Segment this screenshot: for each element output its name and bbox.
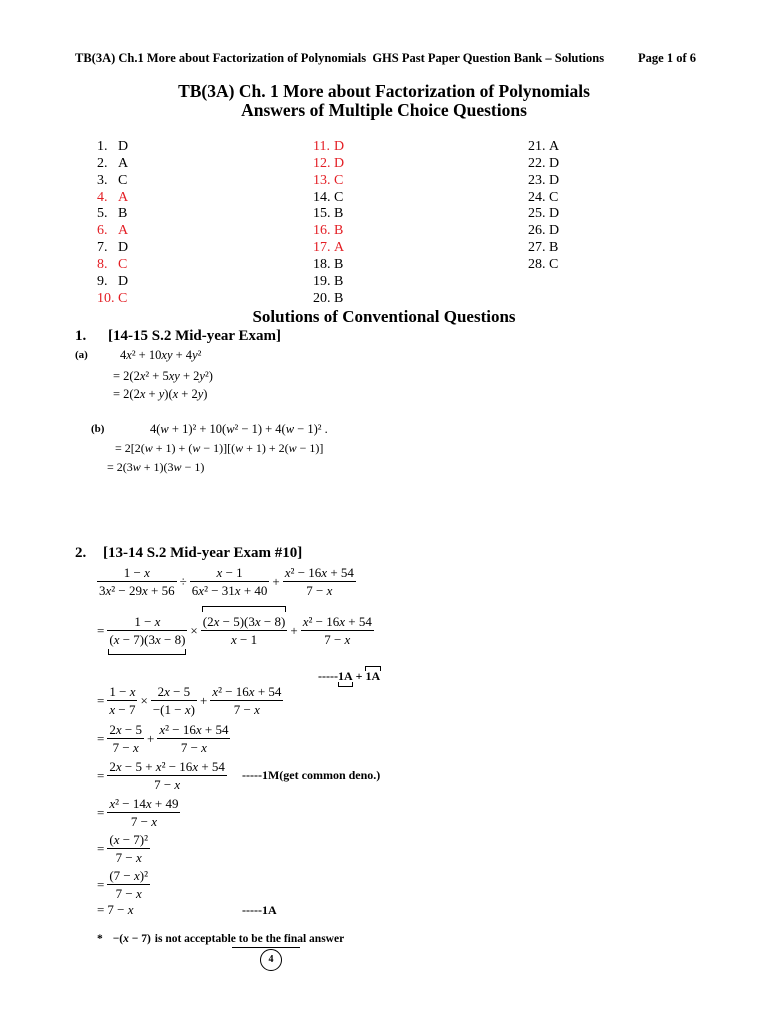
mc-question-number: 28. xyxy=(528,256,546,272)
mc-answer-item xyxy=(313,206,344,223)
mc-answer-letter: B xyxy=(334,223,344,239)
math-variable: x xyxy=(172,387,179,401)
math-variable: w xyxy=(226,422,235,436)
mc-answer-item xyxy=(313,240,344,257)
mc-answer-item xyxy=(97,156,128,173)
question-2-number: 2. xyxy=(75,545,87,561)
math-variable: x xyxy=(339,614,345,629)
fraction xyxy=(190,565,270,598)
numerator: (7 − x)² xyxy=(109,868,149,883)
question-1-source: [14-15 S.2 Mid-year Exam] xyxy=(108,328,282,344)
math-variable: w xyxy=(173,460,182,474)
math-variable: x xyxy=(174,777,181,792)
mc-question-number: 7. xyxy=(97,240,108,256)
math-variable: x xyxy=(129,684,136,699)
mc-answer-item xyxy=(97,139,128,156)
numerator: (x − 7)² xyxy=(109,832,149,847)
numerator: 1 − x xyxy=(109,684,136,699)
mc-question-number: 11. xyxy=(313,139,330,154)
fraction xyxy=(107,868,150,901)
numerator: 1 − x xyxy=(107,614,187,631)
equals-sign: = xyxy=(97,805,105,820)
math-variable: x xyxy=(248,684,255,699)
mc-question-number: 16. xyxy=(313,223,331,239)
q1b-line-2: = 2[2(w + 1) + (w − 1)][(w + 1) + 2(w − 1)] xyxy=(115,441,324,455)
note-underline xyxy=(232,947,300,948)
numerator: 2x − 5 + x² − 16x + 54 xyxy=(109,759,225,774)
mc-answer-letter: C xyxy=(549,189,559,205)
fraction xyxy=(107,614,187,647)
numerator: x − 1 xyxy=(190,565,270,582)
math-variable: x xyxy=(192,759,199,774)
denominator: −(1 − x) xyxy=(152,702,195,717)
math-variable: x xyxy=(234,583,241,598)
math-variable: w xyxy=(285,422,295,436)
mc-question-number: 1. xyxy=(97,139,108,154)
math-variable: x xyxy=(115,722,122,737)
mc-answer-item xyxy=(313,156,344,173)
mc-question-number: 2. xyxy=(97,155,108,171)
q2-step-9-mark: -----1A xyxy=(242,903,277,917)
multiply-operator: × xyxy=(190,623,198,638)
math-variable: x xyxy=(151,814,157,829)
numerator: x² − 16x + 54 xyxy=(212,684,282,699)
denominator: 6x² − 31x + 40 xyxy=(191,583,268,598)
math-variable: x xyxy=(113,632,120,647)
math-variable: x xyxy=(154,614,161,629)
q2-step-7 xyxy=(97,832,150,865)
fraction xyxy=(201,614,288,647)
multiply-operator: × xyxy=(140,693,148,708)
mark-1a-second: 1A xyxy=(365,669,381,683)
math-variable: x xyxy=(115,759,122,774)
denominator: 7 − x xyxy=(130,814,157,829)
q2-step-8 xyxy=(97,868,150,901)
q1b-line-1: 4(w + 1)² + 10(w² − 1) + 4(w − 1)² . xyxy=(150,422,328,436)
fraction xyxy=(301,614,374,647)
mc-question-number: 3. xyxy=(97,172,108,188)
math-variable: x xyxy=(154,632,161,647)
math-variable: x xyxy=(284,565,291,580)
fraction xyxy=(151,684,197,717)
numerator: x² − 14x + 49 xyxy=(109,796,179,811)
fraction xyxy=(107,796,180,829)
divide-operator: ÷ xyxy=(179,574,187,589)
mc-answer-item xyxy=(313,190,344,207)
mc-question-number: 19. xyxy=(313,273,331,289)
mc-answer-item xyxy=(528,190,559,207)
math-variable: x xyxy=(127,902,134,917)
mc-answer-item xyxy=(313,291,344,308)
mark-plus: + xyxy=(355,669,363,683)
mc-question-number: 17. xyxy=(313,240,331,256)
equals-sign: = xyxy=(97,731,105,746)
mc-answer-letter: A xyxy=(334,240,345,256)
mc-answers-column-3 xyxy=(528,139,559,274)
equals-sign: = xyxy=(97,902,105,917)
math-variable: x xyxy=(198,583,205,598)
mc-answer-item xyxy=(97,257,128,274)
part-a-label: (a) xyxy=(75,349,88,361)
mc-answer-letter: B xyxy=(334,273,344,289)
mc-answer-item xyxy=(528,257,559,274)
part-b-label: (b) xyxy=(91,423,105,435)
math-variable: x xyxy=(164,684,170,699)
note-asterisk: * xyxy=(97,933,103,945)
math-variable: x xyxy=(195,722,202,737)
fraction xyxy=(107,684,137,717)
math-variable: x xyxy=(142,583,148,598)
math-variable: x xyxy=(212,684,219,699)
q1a-line-3: = 2(2x + y)(x + 2y) xyxy=(113,387,208,401)
math-variable: x xyxy=(302,614,309,629)
mc-answer-letter: A xyxy=(118,223,129,239)
math-variable: w xyxy=(235,441,244,455)
mark-dashes: ----- xyxy=(318,669,338,683)
equals-sign: = xyxy=(97,877,105,892)
math-variable: x xyxy=(123,933,129,945)
math-variable: y xyxy=(192,348,198,362)
fraction xyxy=(97,565,177,598)
mc-answer-letter: B xyxy=(334,206,344,222)
math-variable: y xyxy=(197,387,204,401)
denominator: 3x² − 29x + 56 xyxy=(99,583,175,598)
mc-answer-item xyxy=(97,291,128,308)
mc-answer-item xyxy=(97,206,128,223)
q2-step-1 xyxy=(97,565,356,598)
math-variable: y xyxy=(166,348,173,362)
fraction xyxy=(210,684,283,717)
equals-sign: = xyxy=(97,768,105,783)
denominator: 7 − x xyxy=(112,740,139,755)
section-heading: Solutions of Conventional Questions xyxy=(252,307,516,326)
mc-answer-item xyxy=(313,173,344,190)
math-variable: x xyxy=(126,348,132,362)
mc-answer-letter: D xyxy=(549,206,560,222)
page-number: Page 1 of 6 xyxy=(638,51,696,65)
numerator: 1 − x xyxy=(97,565,177,582)
mc-question-number: 25. xyxy=(528,206,546,222)
math-variable: x xyxy=(144,565,150,580)
running-header: TB(3A) Ch.1 More about Factorization of Polynomials GHS Past Paper Question Bank – Solutions xyxy=(75,51,605,65)
math-variable: w xyxy=(160,422,169,436)
math-variable: x xyxy=(139,387,146,401)
mc-answer-item xyxy=(97,274,128,291)
mc-question-number: 13. xyxy=(313,172,331,188)
denominator: x − 1 xyxy=(230,632,258,647)
math-variable: x xyxy=(161,348,167,362)
fraction xyxy=(283,565,356,598)
mc-question-number: 9. xyxy=(97,273,108,289)
math-variable: x xyxy=(109,702,116,717)
math-variable: x xyxy=(326,583,333,598)
mc-answer-item xyxy=(528,240,559,257)
math-variable: x xyxy=(145,796,152,811)
plus-operator: + xyxy=(199,693,208,708)
mc-answer-letter: D xyxy=(334,155,345,171)
math-variable: x xyxy=(113,832,120,847)
note-text: is not acceptable to be the final answer xyxy=(154,933,345,945)
mc-answer-item xyxy=(313,257,344,274)
mc-answers-column-1 xyxy=(97,139,128,307)
mc-answer-letter: D xyxy=(118,273,129,289)
fraction xyxy=(157,722,230,755)
math-variable: w xyxy=(144,441,153,455)
math-variable: w xyxy=(132,460,141,474)
circled-mark xyxy=(260,949,282,971)
mark-1a-first: 1A xyxy=(337,669,353,683)
math-variable: y xyxy=(199,369,205,383)
mc-answer-item xyxy=(313,139,344,156)
q2-step-5-mark: -----1M(get common deno.) xyxy=(242,768,381,782)
numerator: (2x − 5)(3x − 8) xyxy=(202,614,286,629)
mc-answers-column-2 xyxy=(313,139,344,307)
plus-operator: + xyxy=(272,574,280,589)
denominator: 7 − x xyxy=(154,777,181,792)
numerator: x² − 16x + 54 xyxy=(159,722,229,737)
mc-answer-letter: D xyxy=(118,139,129,154)
math-variable: x xyxy=(155,759,162,774)
mc-question-number: 23. xyxy=(528,172,546,188)
page-subtitle: Answers of Multiple Choice Questions xyxy=(241,100,527,120)
mc-question-number: 8. xyxy=(97,256,108,272)
numerator: x² − 16x + 54 xyxy=(302,614,372,629)
q2-step-3 xyxy=(97,684,283,717)
math-variable: x xyxy=(184,702,191,717)
mc-answer-item xyxy=(97,240,128,257)
mc-answer-item xyxy=(97,173,128,190)
math-variable: w xyxy=(192,441,201,455)
mc-answer-letter: A xyxy=(549,139,560,154)
mc-question-number: 10. xyxy=(97,290,115,306)
numerator: x² − 16x + 54 xyxy=(284,565,354,580)
q2-note xyxy=(97,932,344,946)
q2-step-2 xyxy=(97,614,374,647)
mc-question-number: 15. xyxy=(313,206,331,222)
math-variable: x xyxy=(168,369,175,383)
math-variable: x xyxy=(254,614,261,629)
mc-question-number: 20. xyxy=(313,290,331,306)
mc-answer-letter: D xyxy=(549,223,560,239)
mc-question-number: 22. xyxy=(528,155,546,171)
mc-answer-letter: B xyxy=(118,206,128,222)
equals-sign: = xyxy=(97,623,105,638)
math-variable: x xyxy=(109,796,116,811)
math-variable: y xyxy=(174,369,180,383)
mc-answer-letter: D xyxy=(549,155,560,171)
denominator: 7 − x xyxy=(324,632,351,647)
mc-answer-item xyxy=(313,274,344,291)
final-answer: 7 − x xyxy=(107,902,134,917)
mc-answer-letter: C xyxy=(118,290,128,306)
math-variable: x xyxy=(254,702,260,717)
mc-answer-letter: C xyxy=(118,172,128,188)
question-2-source: [13-14 S.2 Mid-year Exam #10] xyxy=(103,545,303,561)
denominator: 7 − x xyxy=(115,886,142,901)
mc-question-number: 18. xyxy=(313,256,331,272)
mc-question-number: 27. xyxy=(528,240,546,256)
denominator: 7 − x xyxy=(180,740,207,755)
math-variable: x xyxy=(139,369,146,383)
mc-answer-letter: C xyxy=(334,172,344,188)
note-expression: −(x − 7) xyxy=(112,933,151,945)
circled-mark-value: 4 xyxy=(268,954,274,965)
math-variable: y xyxy=(158,387,165,401)
mc-answer-letter: D xyxy=(118,240,129,256)
mc-answer-item xyxy=(528,206,559,223)
mc-answer-item xyxy=(97,190,128,207)
math-variable: x xyxy=(135,886,142,901)
mc-answer-letter: A xyxy=(118,189,129,205)
denominator: 7 − x xyxy=(115,850,142,865)
numerator: 2x − 5 xyxy=(151,684,197,701)
mc-answer-item xyxy=(528,156,559,173)
numerator: 2x − 5 xyxy=(109,722,142,737)
plus-operator: + xyxy=(146,731,155,746)
math-variable: x xyxy=(321,565,328,580)
mc-answer-letter: B xyxy=(334,256,344,272)
mc-question-number: 5. xyxy=(97,206,108,222)
denominator: x − 7 xyxy=(109,702,136,717)
denominator: (x − 7)(3x − 8) xyxy=(109,632,186,647)
q2-step-6 xyxy=(97,796,180,829)
page-title: TB(3A) Ch. 1 More about Factorization of Polynomials xyxy=(178,81,590,101)
mc-question-number: 6. xyxy=(97,223,108,239)
q1a-line-2: = 2(2x² + 5xy + 2y²) xyxy=(113,369,213,383)
math-variable: x xyxy=(230,632,237,647)
q1a-line-1: 4x² + 10xy + 4y² xyxy=(120,348,202,362)
fraction xyxy=(107,759,227,792)
mc-answer-letter: A xyxy=(118,155,129,171)
mc-answer-item xyxy=(528,139,559,156)
fraction xyxy=(107,832,150,865)
mc-answer-item xyxy=(97,223,128,240)
q2-step-2-marks xyxy=(318,669,380,684)
math-variable: x xyxy=(134,868,140,883)
math-variable: x xyxy=(132,740,139,755)
mc-answer-item xyxy=(528,173,559,190)
math-variable: x xyxy=(216,565,223,580)
mc-answer-letter: D xyxy=(549,172,560,188)
mc-question-number: 4. xyxy=(97,189,108,205)
q1b-line-3: = 2(3w + 1)(3w − 1) xyxy=(107,460,205,474)
math-variable: x xyxy=(135,850,142,865)
mc-answer-letter: B xyxy=(549,240,559,256)
mc-answer-letter: B xyxy=(334,290,344,306)
question-1-number: 1. xyxy=(75,328,87,344)
mc-answer-letter: C xyxy=(549,256,559,272)
denominator: 7 − x xyxy=(233,702,260,717)
mc-answer-letter: C xyxy=(334,189,344,205)
math-variable: x xyxy=(159,722,166,737)
mc-question-number: 14. xyxy=(313,189,331,205)
math-variable: w xyxy=(288,441,297,455)
mc-question-number: 26. xyxy=(528,223,546,239)
mc-question-number: 12. xyxy=(313,155,331,171)
math-variable: x xyxy=(213,614,220,629)
math-variable: x xyxy=(344,632,351,647)
fraction xyxy=(107,722,144,755)
q2-step-5 xyxy=(97,759,227,792)
mc-answer-item xyxy=(313,223,344,240)
mc-answer-letter: D xyxy=(334,139,345,154)
plus-operator: + xyxy=(290,623,298,638)
equals-sign: = xyxy=(97,841,105,856)
math-variable: x xyxy=(201,740,207,755)
math-variable: x xyxy=(105,583,112,598)
mc-question-number: 21. xyxy=(528,139,546,154)
q2-step-9 xyxy=(97,902,133,917)
denominator: 7 − x xyxy=(306,583,333,598)
mc-question-number: 24. xyxy=(528,189,546,205)
mc-answer-letter: C xyxy=(118,256,128,272)
equals-sign: = xyxy=(97,693,105,708)
mc-answer-item xyxy=(528,223,559,240)
q2-step-4 xyxy=(97,722,230,755)
